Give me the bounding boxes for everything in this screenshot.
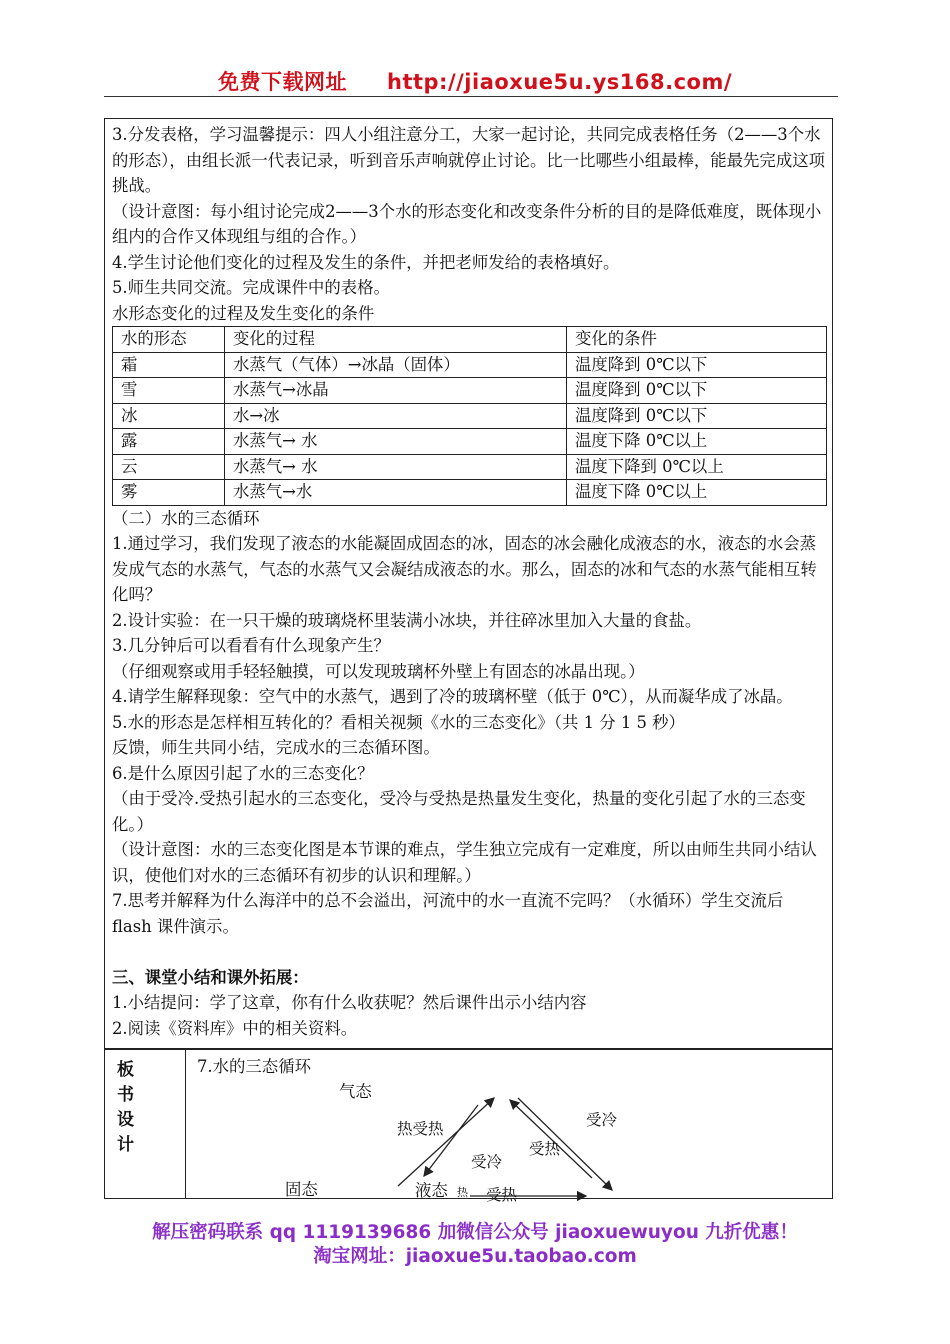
board-label-char: 板 [117, 1060, 134, 1080]
table-cell: 水蒸气→ 水 [225, 454, 567, 480]
table-cell: 温度降到 0℃以下 [567, 352, 827, 378]
section-heading: 三、课堂小结和课外拓展： [112, 967, 309, 987]
board-label-char: 设 [117, 1110, 134, 1130]
paragraph: 5.师生共同交流。完成课件中的表格。 [112, 278, 390, 297]
arrow-down-right [518, 1098, 612, 1190]
table-cell: 雾 [113, 480, 225, 506]
table-cell: 水蒸气→水 [225, 480, 567, 506]
table-header-cell: 变化的过程 [225, 327, 567, 353]
paragraph: 2.设计实验：在一只干燥的玻璃烧杯里装满小冰块，并往碎冰里加入大量的食盐。 [112, 610, 702, 630]
solid-state-label: 固态 [285, 1180, 318, 1199]
paragraph: 7.思考并解释为什么海洋中的总不会溢出，河流中的水一直流不完吗？（水循环）学生交流后 flash 课件演示。 [112, 891, 784, 936]
section-heading: （二）水的三态循环 [112, 508, 260, 528]
arrow-label-heat: 受热 [529, 1140, 561, 1158]
arrow-label-heat: 热受热 [397, 1120, 444, 1138]
table-cell: 冰 [113, 403, 225, 429]
arrow-label-heat-small: 热 [457, 1186, 468, 1199]
paragraph: 3.几分钟后可以看看有什么现象产生？ [112, 636, 390, 655]
table-cell: 云 [113, 454, 225, 480]
paragraph: （设计意图：水的三态变化图是本节课的难点，学生独立完成有一定难度，所以由师生共同小结认识，使他们对水的三态循环有初步的认识和理解。） [112, 840, 817, 885]
table-cell: 水蒸气→冰晶 [225, 378, 567, 404]
paragraph: （仔细观察或用手轻轻触摸，可以发现玻璃杯外壁上有固态的冰晶出现。） [112, 661, 645, 681]
header-url[interactable]: http://jiaoxue5u.ys168.com/ [387, 70, 732, 94]
paragraph: （由于受冷.受热引起水的三态变化，受冷与受热是热量发生变化，热量的变化引起了水的三态变化。） [112, 789, 806, 834]
table-cell: 温度降到 0℃以下 [567, 403, 827, 429]
footer-contact: 解压密码联系 qq 1119139686 加微信公众号 jiaoxuewuyou 九折优惠！ [152, 1222, 798, 1243]
arrow-up-right [510, 1100, 592, 1178]
table-cell: 温度下降到 0℃以上 [567, 454, 827, 480]
arrow-label-cold: 受冷 [471, 1153, 503, 1171]
paragraph: 1.通过学习，我们发现了液态的水能凝固成固态的冰，固态的冰会融化成液态的水，液态的水会蒸发成气态的水蒸气，气态的水蒸气又会凝结成液态的水。那么，固态的冰和气态的水蒸气能相互转化吗？ [112, 534, 817, 604]
paragraph: 4.学生讨论他们变化的过程及发生的条件，并把老师发给的表格填好。 [112, 252, 620, 272]
gas-state-label: 气态 [339, 1082, 372, 1101]
table-cell: 水蒸气（气体）→冰晶（固体） [225, 352, 567, 378]
table-cell: 露 [113, 429, 225, 455]
paragraph: （设计意图：每小组讨论完成2——3个水的形态变化和改变条件分析的目的是降低难度，既体现小组内的合作又体现组与组的合作。） [112, 201, 822, 246]
table-cell: 温度下降 0℃以上 [567, 429, 827, 455]
arrow-liquid-to-gas [398, 1098, 494, 1186]
table-cell: 温度下降 0℃以上 [567, 480, 827, 506]
table-header-cell: 水的形态 [113, 327, 225, 353]
paragraph: 4.请学生解释现象：空气中的水蒸气，遇到了冷的玻璃杯壁（低于 0℃），从而凝华成了冰晶。 [112, 687, 793, 706]
table-cell: 温度降到 0℃以下 [567, 378, 827, 404]
arrow-label-cold: 受冷 [586, 1111, 618, 1129]
board-title: 7.水的三态循环 [197, 1057, 311, 1076]
table-header-cell: 变化的条件 [567, 327, 827, 353]
table-title: 水形态变化的过程及发生变化的条件 [112, 303, 375, 323]
footer-shop-link[interactable]: 淘宝网址：jiaoxue5u.taobao.com [313, 1246, 637, 1267]
paragraph: 6.是什么原因引起了水的三态变化？ [112, 763, 374, 783]
table-cell: 水→冰 [225, 403, 567, 429]
table-cell: 霜 [113, 352, 225, 378]
paragraph: 5.水的形态是怎样相互转化的？看相关视频《水的三态变化》（共 1 分 1 5 秒） [112, 712, 685, 732]
arrow-label-heat: 受热 [486, 1186, 518, 1204]
paragraph: 3.分发表格，学习温馨提示：四人小组注意分工，大家一起讨论，共同完成表格任务（2——3个水的形态），由组长派一代表记录，听到音乐声响就停止讨论。比一比哪些小组最棒，能最先完成这项挑战。 [112, 125, 825, 195]
board-label-char: 书 [117, 1085, 134, 1105]
paragraph: 反馈，师生共同小结，完成水的三态循环图。 [112, 738, 440, 757]
table-cell: 雪 [113, 378, 225, 404]
paragraph: 2.阅读《资料库》中的相关资料。 [112, 1018, 358, 1038]
table-cell: 水蒸气→ 水 [225, 429, 567, 455]
arrow-gas-to-liquid [424, 1105, 478, 1176]
paragraph: 1.小结提问：学了这章，你有什么收获呢？然后课件出示小结内容 [112, 993, 587, 1012]
header-label: 免费下载网址 [218, 70, 347, 94]
liquid-state-label: 液态 [415, 1181, 448, 1200]
board-label-char: 计 [117, 1135, 134, 1155]
